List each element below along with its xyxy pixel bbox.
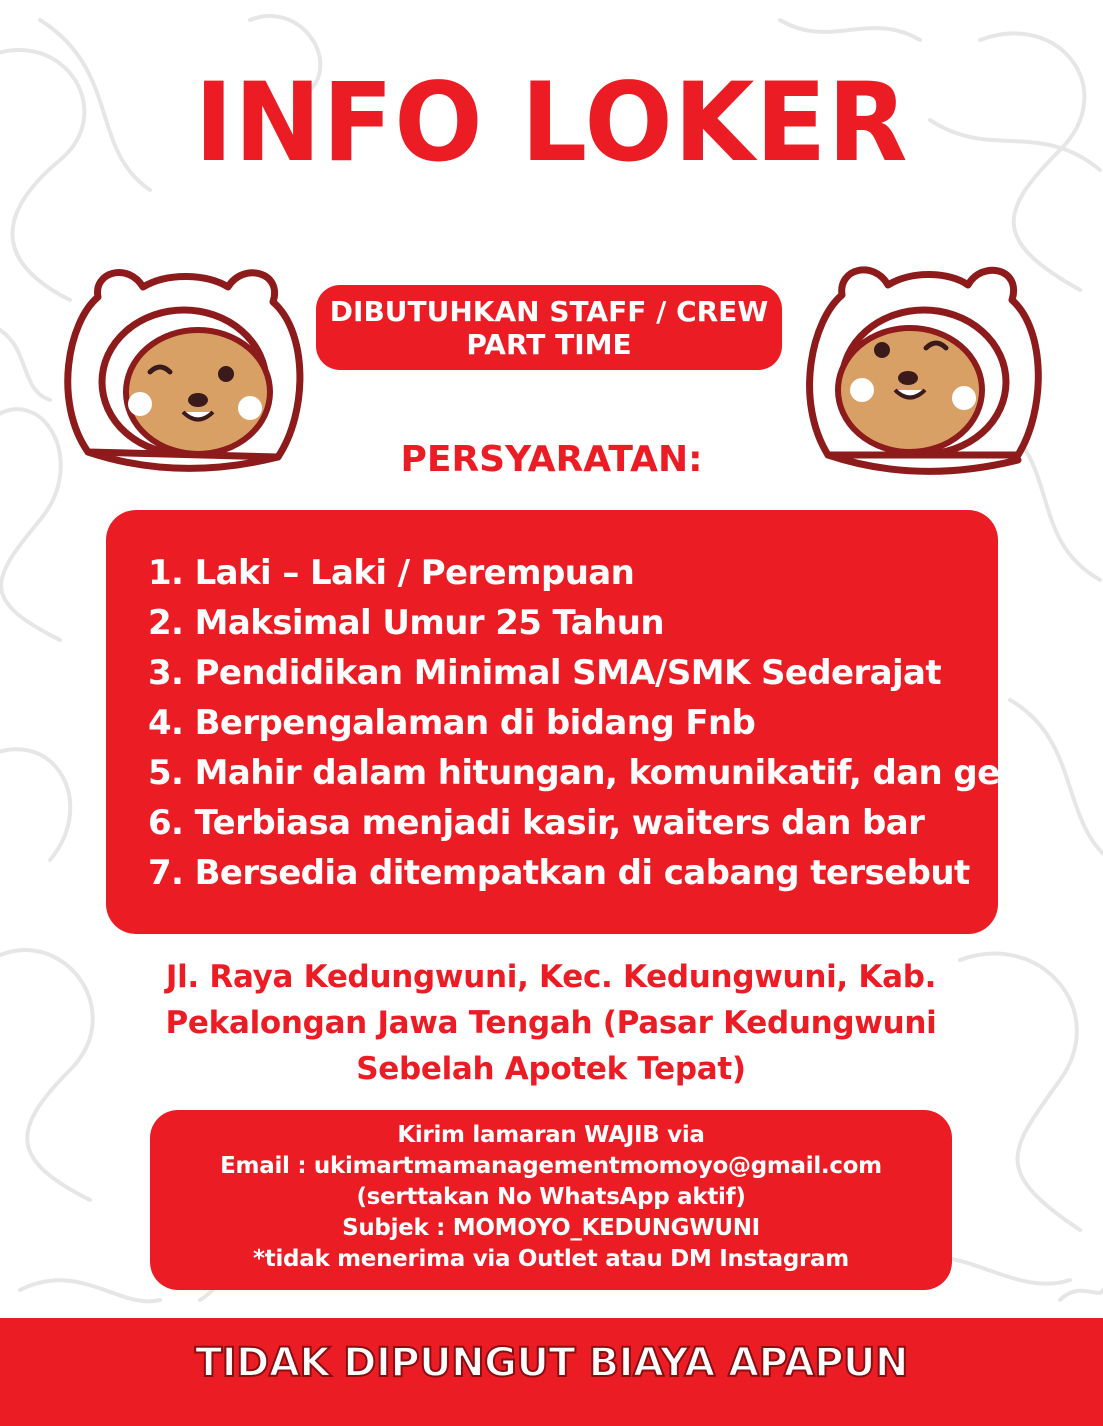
requirements-heading: PERSYARATAN: <box>400 439 703 480</box>
position-badge-line2: PART TIME <box>466 327 632 361</box>
requirements-list <box>148 548 1046 898</box>
page-subtitle <box>0 186 1103 242</box>
contact-subject: Subjek : MOMOYO_KEDUNGWUNI <box>342 1215 760 1241</box>
requirement-item: 5. Mahir dalam hitungan, komunikatif, dan gesit <box>148 753 1046 793</box>
requirement-item: 1. Laki – Laki / Perempuan <box>148 553 635 593</box>
address-line2: Pekalongan Jawa Tengah (Pasar Kedungwuni <box>165 1005 937 1041</box>
requirement-item: 4. Berpengalaman di bidang Fnb <box>148 703 756 743</box>
position-badge-line1: DIBUTUHKAN STAFF / CREW <box>329 294 769 328</box>
position-badge <box>316 285 782 370</box>
subtitle-text: MOMOYO KEDUNGWUNI <box>251 187 852 241</box>
requirement-item: 3. Pendidikan Minimal SMA/SMK Sederajat <box>148 653 942 693</box>
application-contact-box <box>150 1110 952 1290</box>
contact-line3: (serttakan No WhatsApp aktif) <box>356 1184 746 1210</box>
contact-email[interactable]: Email : ukimartmamanagementmomoyo@gmail.com <box>220 1153 882 1179</box>
address-line1: Jl. Raya Kedungwuni, Kec. Kedungwuni, Kab. <box>165 959 937 995</box>
contact-line1: Kirim lamaran WAJIB via <box>397 1122 705 1148</box>
store-address <box>130 954 972 1092</box>
requirement-item: 6. Terbiasa menjadi kasir, waiters dan bar <box>148 803 925 843</box>
requirement-item: 7. Bersedia ditempatkan di cabang tersebut <box>148 853 970 893</box>
requirement-item: 2. Maksimal Umur 25 Tahun <box>148 603 664 643</box>
page-title: INFO LOKER <box>194 57 909 187</box>
address-line3: Sebelah Apotek Tepat) <box>356 1051 746 1087</box>
footer-text: TIDAK DIPUNGUT BIAYA APAPUN <box>195 1340 908 1386</box>
contact-note: *tidak menerima via Outlet atau DM Instagram <box>253 1246 849 1272</box>
requirements-box <box>106 510 1046 934</box>
